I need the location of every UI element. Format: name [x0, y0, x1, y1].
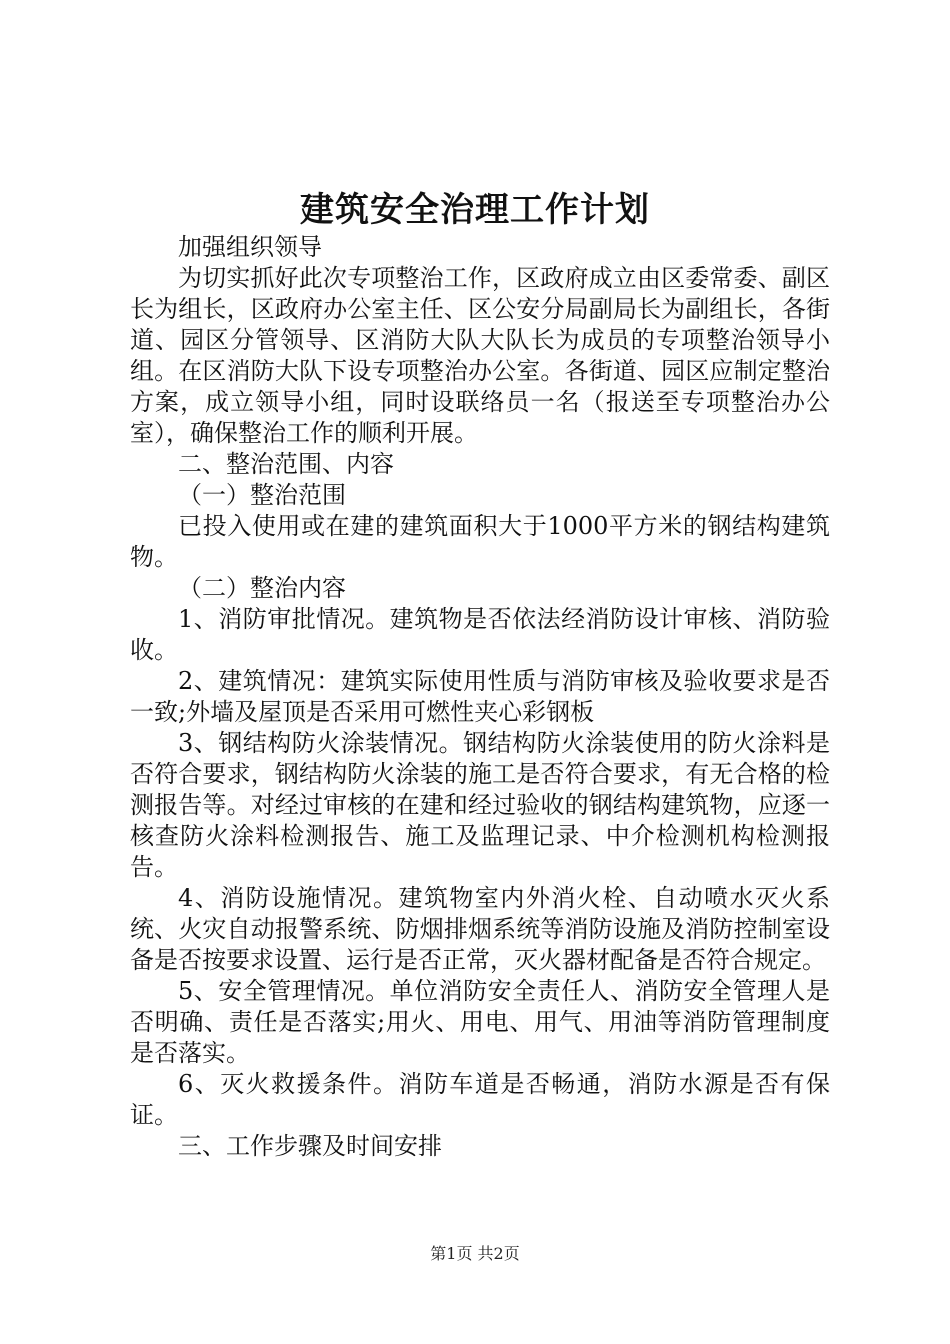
- subheading-scope: （一）整治范围: [178, 481, 346, 509]
- list-item-approval: 1、消防审批情况。建筑物是否依法经消防设计审核、消防验收。: [130, 605, 830, 664]
- section-heading-leadership: 加强组织领导: [178, 233, 322, 261]
- list-item-rescue-conditions: 6、灭火救援条件。消防车道是否畅通，消防水源是否有保证。: [130, 1070, 830, 1129]
- subheading-content: （二）整治内容: [178, 574, 346, 602]
- paragraph-scope: 已投入使用或在建的建筑面积大于1000平方米的钢结构建筑物。: [130, 512, 830, 571]
- section-heading-steps-schedule: 三、工作步骤及时间安排: [178, 1132, 442, 1160]
- list-item-fire-facilities: 4、消防设施情况。建筑物室内外消火栓、自动喷水灭火系统、火灾自动报警系统、防烟排烟系统等消防设施及消防控制室设备是否按要求设置、运行是否正常，灭火器材配备是否符合规定。: [130, 884, 830, 974]
- list-item-safety-management: 5、安全管理情况。单位消防安全责任人、消防安全管理人是否明确、责任是否落实;用火、用电、用气、用油等消防管理制度是否落实。: [130, 977, 830, 1067]
- page-number-footer: 第1页 共2页: [430, 1244, 520, 1263]
- document-title: 建筑安全治理工作计划: [300, 190, 650, 230]
- list-item-fireproof-coating: 3、钢结构防火涂装情况。钢结构防火涂装使用的防火涂料是否符合要求，钢结构防火涂装的施工是否符合要求，有无合格的检测报告等。对经过审核的在建和经过验收的钢结构建筑物，应逐一核查防火涂料检测报告、施工及监理记录、中介检测机构检测报告。: [130, 729, 830, 881]
- paragraph-leadership: 为切实抓好此次专项整治工作，区政府成立由区委常委、副区长为组长，区政府办公室主任、区公安分局副局长为副组长，各街道、园区分管领导、区消防大队大队长为成员的专项整治领导小组。在区消防大队下设专项整治办公室。各街道、园区应制定整治方案，成立领导小组，同时设联络员一名（报送至专项整治办公室），确保整治工作的顺利开展。: [130, 264, 830, 447]
- document-body: [130, 232, 830, 1162]
- list-item-building: 2、建筑情况：建筑实际使用性质与消防审核及验收要求是否一致;外墙及屋顶是否采用可燃性夹心彩钢板: [130, 667, 830, 726]
- section-heading-scope-content: 二、整治范围、内容: [178, 450, 394, 478]
